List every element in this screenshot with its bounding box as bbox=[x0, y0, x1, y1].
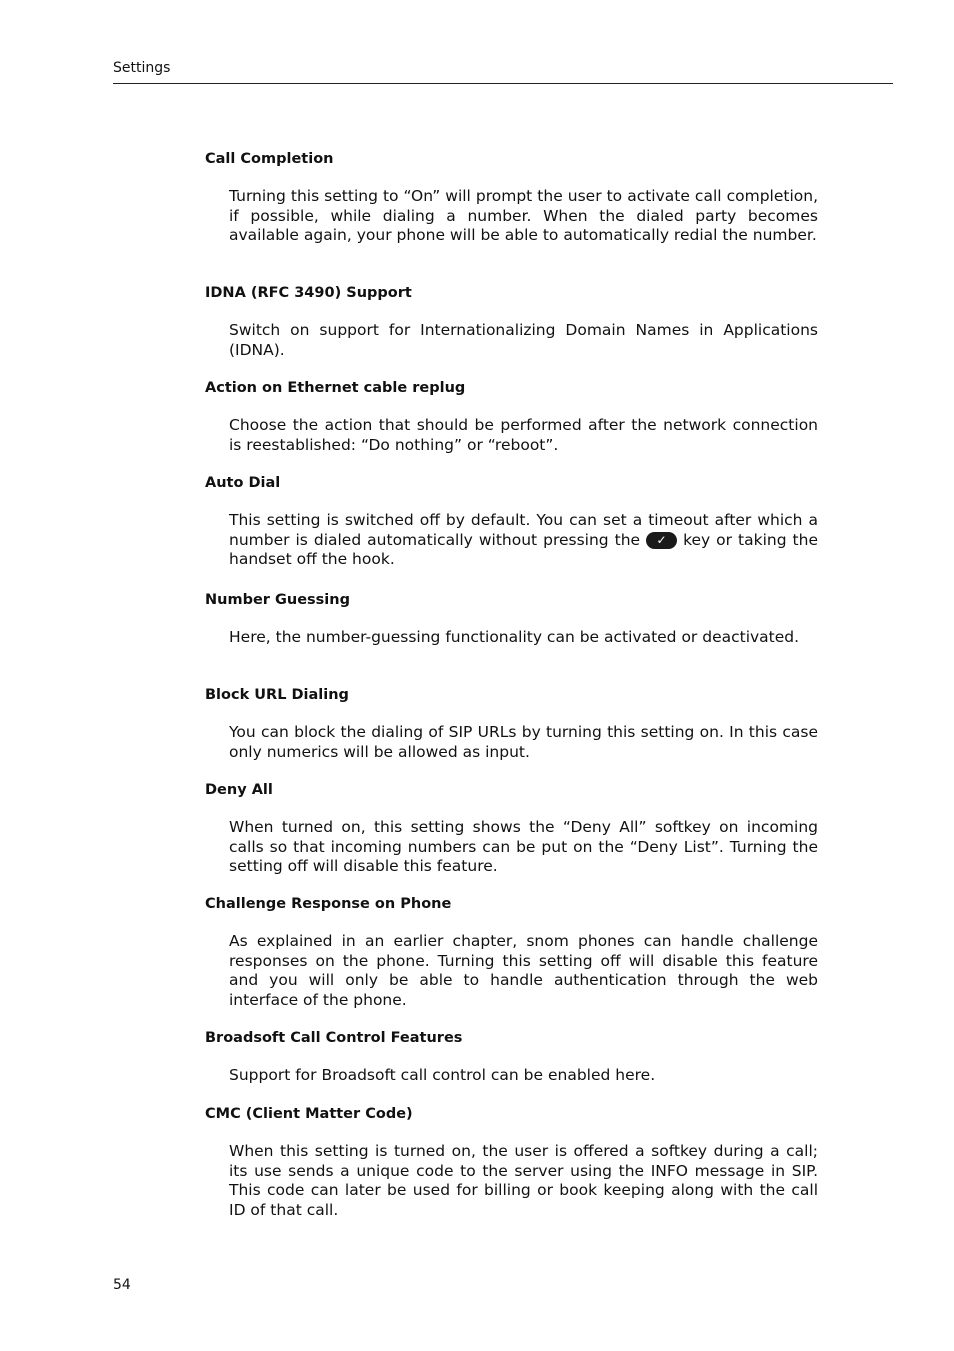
section-title: IDNA (RFC 3490) Support bbox=[205, 285, 412, 301]
section-body: You can block the dialing of SIP URLs by turning this setting on. In this case only numerics will be allowed as input. bbox=[229, 723, 818, 761]
check-key-icon: ✓ bbox=[646, 532, 677, 549]
section-call-completion bbox=[205, 149, 818, 246]
section-action-on-ethernet-replug bbox=[205, 378, 818, 455]
section-body: Turning this setting to “On” will prompt the user to activate call completion, if possible, while dialing a number. When the dialed party becomes available again, your phone will be able to automatically redial the number. bbox=[229, 187, 818, 244]
running-header: Settings bbox=[113, 60, 171, 76]
section-body-text: key or taking the handset off the hook. bbox=[229, 530, 818, 568]
header-rule bbox=[113, 83, 893, 84]
section-body: Choose the action that should be performed after the network connection is reestablished: “Do nothing” or “reboot”. bbox=[229, 416, 818, 454]
section-title: Deny All bbox=[205, 782, 273, 798]
section-title: Call Completion bbox=[205, 151, 334, 167]
section-body: Support for Broadsoft call control can be enabled here. bbox=[229, 1066, 656, 1084]
section-body bbox=[229, 511, 818, 570]
section-title: Auto Dial bbox=[205, 475, 281, 491]
section-title: Broadsoft Call Control Features bbox=[205, 1030, 463, 1046]
section-broadsoft-call-control bbox=[205, 1028, 818, 1086]
section-body: As explained in an earlier chapter, snom phones can handle challenge responses on the phone. Turning this setting off will disable this feature and you will only be able to handle authentication through the web interface of the phone. bbox=[229, 932, 818, 1009]
section-deny-all bbox=[205, 780, 818, 877]
section-title: CMC (Client Matter Code) bbox=[205, 1106, 413, 1122]
section-title: Block URL Dialing bbox=[205, 687, 349, 703]
section-title: Challenge Response on Phone bbox=[205, 896, 452, 912]
section-body: Here, the number-guessing functionality can be activated or deactivated. bbox=[229, 628, 800, 646]
section-block-url-dialing bbox=[205, 685, 818, 762]
section-body-text: This setting is switched off by default. You can set a timeout after which a number is dialed automatically without pressing the bbox=[229, 511, 818, 549]
section-body: When turned on, this setting shows the “Deny All” softkey on incoming calls so that incoming numbers can be put on the “Deny List”. Turning the setting off will disable this feature. bbox=[229, 818, 818, 875]
section-body: Switch on support for Internationalizing Domain Names in Applications (IDNA). bbox=[229, 321, 818, 359]
section-number-guessing bbox=[205, 590, 818, 648]
section-auto-dial bbox=[205, 473, 818, 570]
section-client-matter-code bbox=[205, 1104, 818, 1220]
section-challenge-response bbox=[205, 894, 818, 1010]
page-number: 54 bbox=[113, 1277, 131, 1293]
section-title: Number Guessing bbox=[205, 592, 350, 608]
section-title: Action on Ethernet cable replug bbox=[205, 380, 466, 396]
section-body: When this setting is turned on, the user is offered a softkey during a call; its use sends a unique code to the server using the INFO message in SIP. This code can later be used for billing or book keeping along with the call ID of that call. bbox=[229, 1142, 818, 1219]
section-idna-support bbox=[205, 283, 818, 360]
